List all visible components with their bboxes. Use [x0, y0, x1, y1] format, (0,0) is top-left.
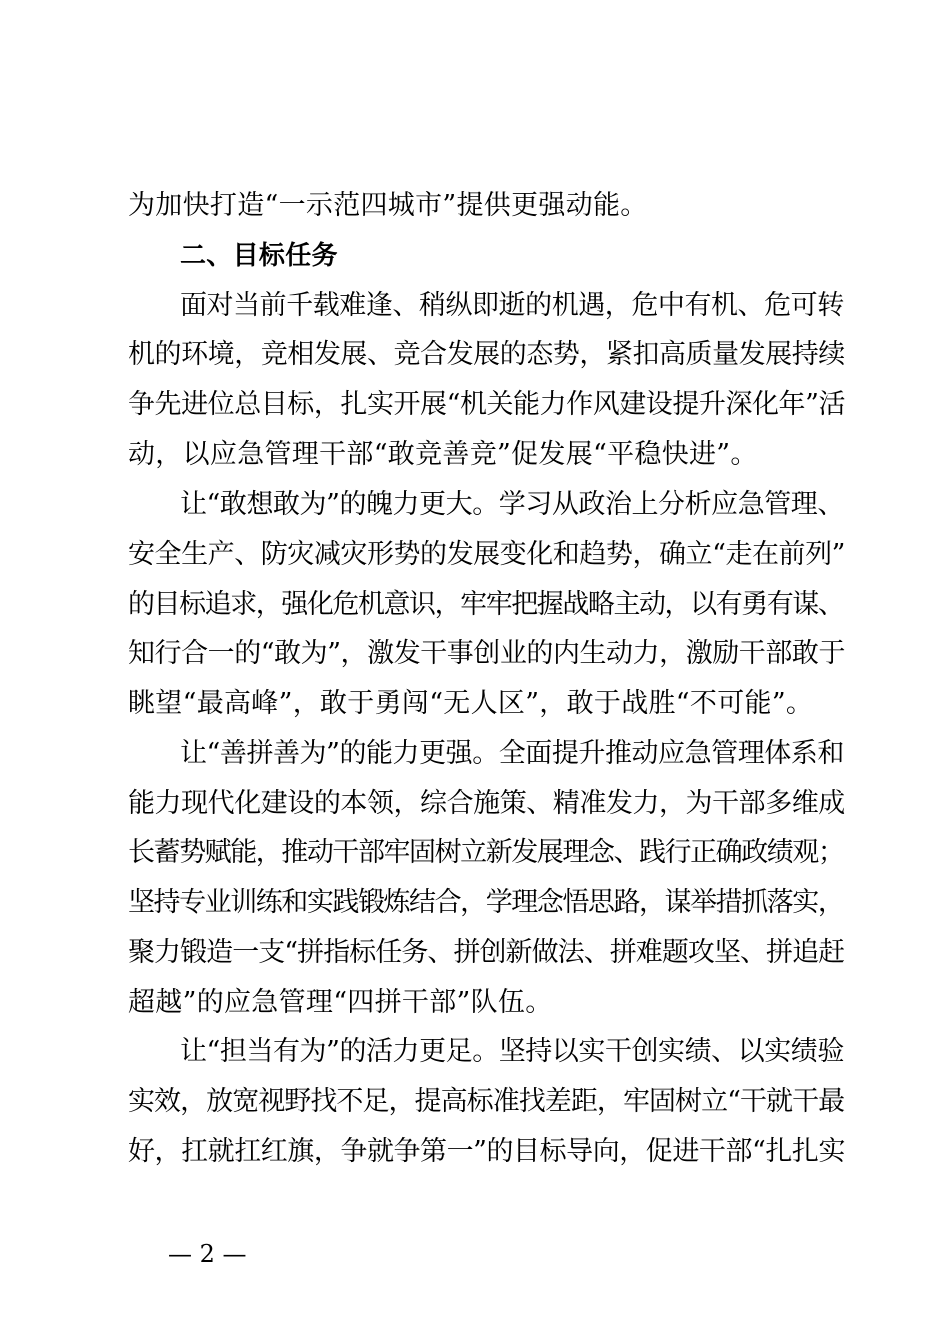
- paragraph-line: 让“善拼善为”的能力更强。全面提升推动应急管理体系和: [180, 738, 844, 769]
- paragraph-line: 机的环境，竞相发展、竞合发展的态势，紧扣高质量发展持续: [128, 339, 845, 370]
- paragraph-line: 坚持专业训练和实践锻炼结合，学理念悟思路，谋举措抓落实，: [128, 887, 844, 918]
- paragraph-line: 让“担当有为”的活力更足。坚持以实干创实绩、以实绩验: [180, 1036, 844, 1067]
- page-number: — 2 —: [168, 1240, 247, 1268]
- paragraph-line: 长蓄势赋能，推动干部牢固树立新发展理念、践行正确政绩观；: [128, 837, 844, 868]
- paragraph-line: 面对当前千载难逢、稍纵即逝的机遇，危中有机、危可转: [180, 290, 844, 321]
- paragraph-line: 的目标追求，强化危机意识，牢牢把握战略主动，以有勇有谋、: [128, 589, 844, 620]
- paragraph-line: 聚力锻造一支“拼指标任务、拼创新做法、拼难题攻坚、拼追赶: [128, 937, 845, 968]
- paragraph-line: 让“敢想敢为”的魄力更大。学习从政治上分析应急管理、: [180, 489, 844, 520]
- paragraph-line: 能力现代化建设的本领，综合施策、精准发力，为干部多维成: [128, 788, 845, 819]
- section-heading: 二、目标任务: [180, 241, 338, 271]
- paragraph-line: 实效，放宽视野找不足，提高标准找差距，牢固树立“干就干最: [128, 1086, 845, 1117]
- paragraph-line: 安全生产、防灾减灾形势的发展变化和趋势，确立“走在前列”: [128, 539, 846, 570]
- paragraph-line: 眺望“最高峰”，敢于勇闯“无人区”，敢于战胜“不可能”。: [128, 688, 814, 719]
- paragraph-line: 动，以应急管理干部“敢竞善竞”促发展“平稳快进”。: [128, 439, 758, 470]
- paragraph-line: 好，扛就扛红旗，争就争第一”的目标导向，促进干部“扎扎实: [128, 1136, 846, 1167]
- paragraph-line: 超越”的应急管理“四拼干部”队伍。: [128, 987, 553, 1018]
- paragraph-line: 知行合一的“敢为”，激发干事创业的内生动力，激励干部敢于: [128, 638, 846, 669]
- paragraph-line: 为加快打造“一示范四城市”提供更强动能。: [128, 190, 648, 221]
- paragraph-line: 争先进位总目标，扎实开展“机关能力作风建设提升深化年”活: [128, 389, 846, 420]
